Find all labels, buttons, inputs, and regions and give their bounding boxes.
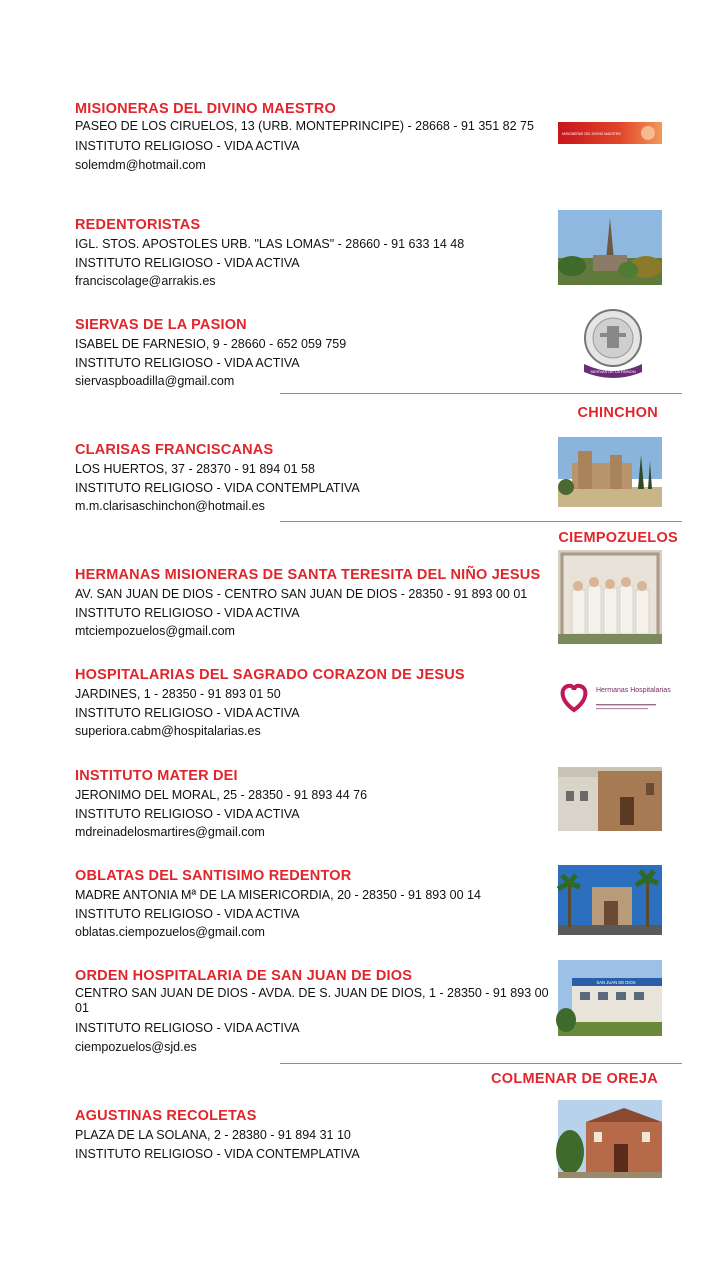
entry-name: MISIONERAS DEL DIVINO MAESTRO	[75, 101, 336, 117]
entry-name: INSTITUTO MATER DEI	[75, 768, 238, 784]
entry-email: oblatas.ciempozuelos@gmail.com	[75, 925, 265, 939]
siervas-emblem-logo	[578, 306, 648, 380]
entry-type: INSTITUTO RELIGIOSO - VIDA ACTIVA	[75, 139, 300, 153]
entry-address: ISABEL DE FARNESIO, 9 - 28660 - 652 059 759	[75, 337, 347, 351]
entry-email: franciscolage@arrakis.es	[75, 274, 216, 288]
hospitalarias-logo	[558, 680, 671, 716]
entry-address: CENTRO SAN JUAN DE DIOS - AVDA. DE S. JUAN DE DIOS, 1 - 28350 - 91 893 00 01	[75, 986, 549, 1015]
entry-type: INSTITUTO RELIGIOSO - VIDA ACTIVA	[75, 906, 300, 921]
entry-address: PLAZA DE LA SOLANA, 2 - 28380 - 91 894 31 10	[75, 1128, 351, 1142]
entry-address: JERONIMO DEL MORAL, 25 - 28350 - 91 893 44 76	[75, 788, 368, 802]
entry-type: INSTITUTO RELIGIOSO - VIDA ACTIVA	[75, 705, 300, 720]
entry-name: HERMANAS MISIONERAS DE SANTA TERESITA DEL NIÑO JESUS	[75, 567, 541, 583]
san-juan-de-dios-center-photo	[558, 960, 662, 1036]
entry-type: INSTITUTO RELIGIOSO - VIDA ACTIVA	[75, 355, 300, 370]
entry-email: superiora.cabm@hospitalarias.es	[75, 724, 261, 738]
entry-email: solemdm@hotmail.com	[75, 157, 206, 172]
misioneras-banner-image	[558, 122, 662, 144]
entry-name: AGUSTINAS RECOLETAS	[75, 1108, 257, 1124]
entry-type: INSTITUTO RELIGIOSO - VIDA CONTEMPLATIVA	[75, 480, 360, 495]
entry-name: OBLATAS DEL SANTISIMO REDENTOR	[75, 868, 352, 884]
section-divider	[280, 393, 682, 394]
sisters-group-photo	[558, 550, 662, 644]
entry-name: REDENTORISTAS	[75, 217, 201, 233]
logo-wordmark: Hermanas Hospitalarias	[596, 687, 671, 694]
entry-name: CLARISAS FRANCISCANAS	[75, 442, 274, 458]
banner-text: MISIONERAS DEL DIVINO MAESTRO	[562, 132, 622, 136]
entry-email: ciempozuelos@sjd.es	[75, 1039, 197, 1054]
entry-type: INSTITUTO RELIGIOSO - VIDA ACTIVA	[75, 1021, 300, 1035]
entry-email: mtciempozuelos@gmail.com	[75, 624, 235, 638]
convent-photo	[558, 437, 662, 507]
entry-address: PASEO DE LOS CIRUELOS, 13 (URB. MONTEPRINCIPE) - 28668 - 91 351 82 75	[75, 119, 534, 133]
emblem-ribbon-text: SIERVAS DE LA PASION	[590, 369, 636, 374]
entry-address: IGL. STOS. APOSTOLES URB. "LAS LOMAS" - 28660 - 91 633 14 48	[75, 237, 465, 251]
entry-type: INSTITUTO RELIGIOSO - VIDA CONTEMPLATIVA	[75, 1146, 360, 1161]
entry-name: ORDEN HOSPITALARIA DE SAN JUAN DE DIOS	[75, 968, 413, 984]
center-sign-text: SAN JUAN DE DIOS	[596, 980, 636, 985]
entry-email: m.m.clarisaschinchon@hotmail.es	[75, 499, 265, 513]
section-divider	[280, 521, 682, 522]
entry-address: JARDINES, 1 - 28350 - 91 893 01 50	[75, 687, 281, 701]
mater-dei-building-photo	[558, 767, 662, 831]
entry-type: INSTITUTO RELIGIOSO - VIDA ACTIVA	[75, 605, 300, 620]
oblatas-palm-building-photo	[558, 865, 662, 935]
section-divider	[280, 1063, 682, 1064]
entry-type: INSTITUTO RELIGIOSO - VIDA ACTIVA	[75, 255, 300, 270]
church-spire-photo	[558, 210, 662, 285]
entry-address: LOS HUERTOS, 37 - 28370 - 91 894 01 58	[75, 462, 315, 476]
entry-email: mdreinadelosmartires@gmail.com	[75, 825, 265, 839]
agustinas-convent-photo	[558, 1100, 662, 1178]
entry-address: MADRE ANTONIA Mª DE LA MISERICORDIA, 20 - 28350 - 91 893 00 14	[75, 888, 481, 902]
entry-email: siervaspboadilla@gmail.com	[75, 374, 235, 388]
section-heading-ciempozuelos: CIEMPOZUELOS	[558, 530, 678, 546]
section-heading-colmenar-de-oreja: COLMENAR DE OREJA	[490, 1071, 658, 1087]
entry-type: INSTITUTO RELIGIOSO - VIDA ACTIVA	[75, 806, 300, 821]
entry-name: HOSPITALARIAS DEL SAGRADO CORAZON DE JESUS	[75, 667, 465, 683]
entry-address: AV. SAN JUAN DE DIOS - CENTRO SAN JUAN DE DIOS - 28350 - 91 893 00 01	[75, 587, 528, 601]
section-heading-chinchon: CHINCHON	[577, 405, 658, 421]
entry-name: SIERVAS DE LA PASION	[75, 317, 247, 333]
